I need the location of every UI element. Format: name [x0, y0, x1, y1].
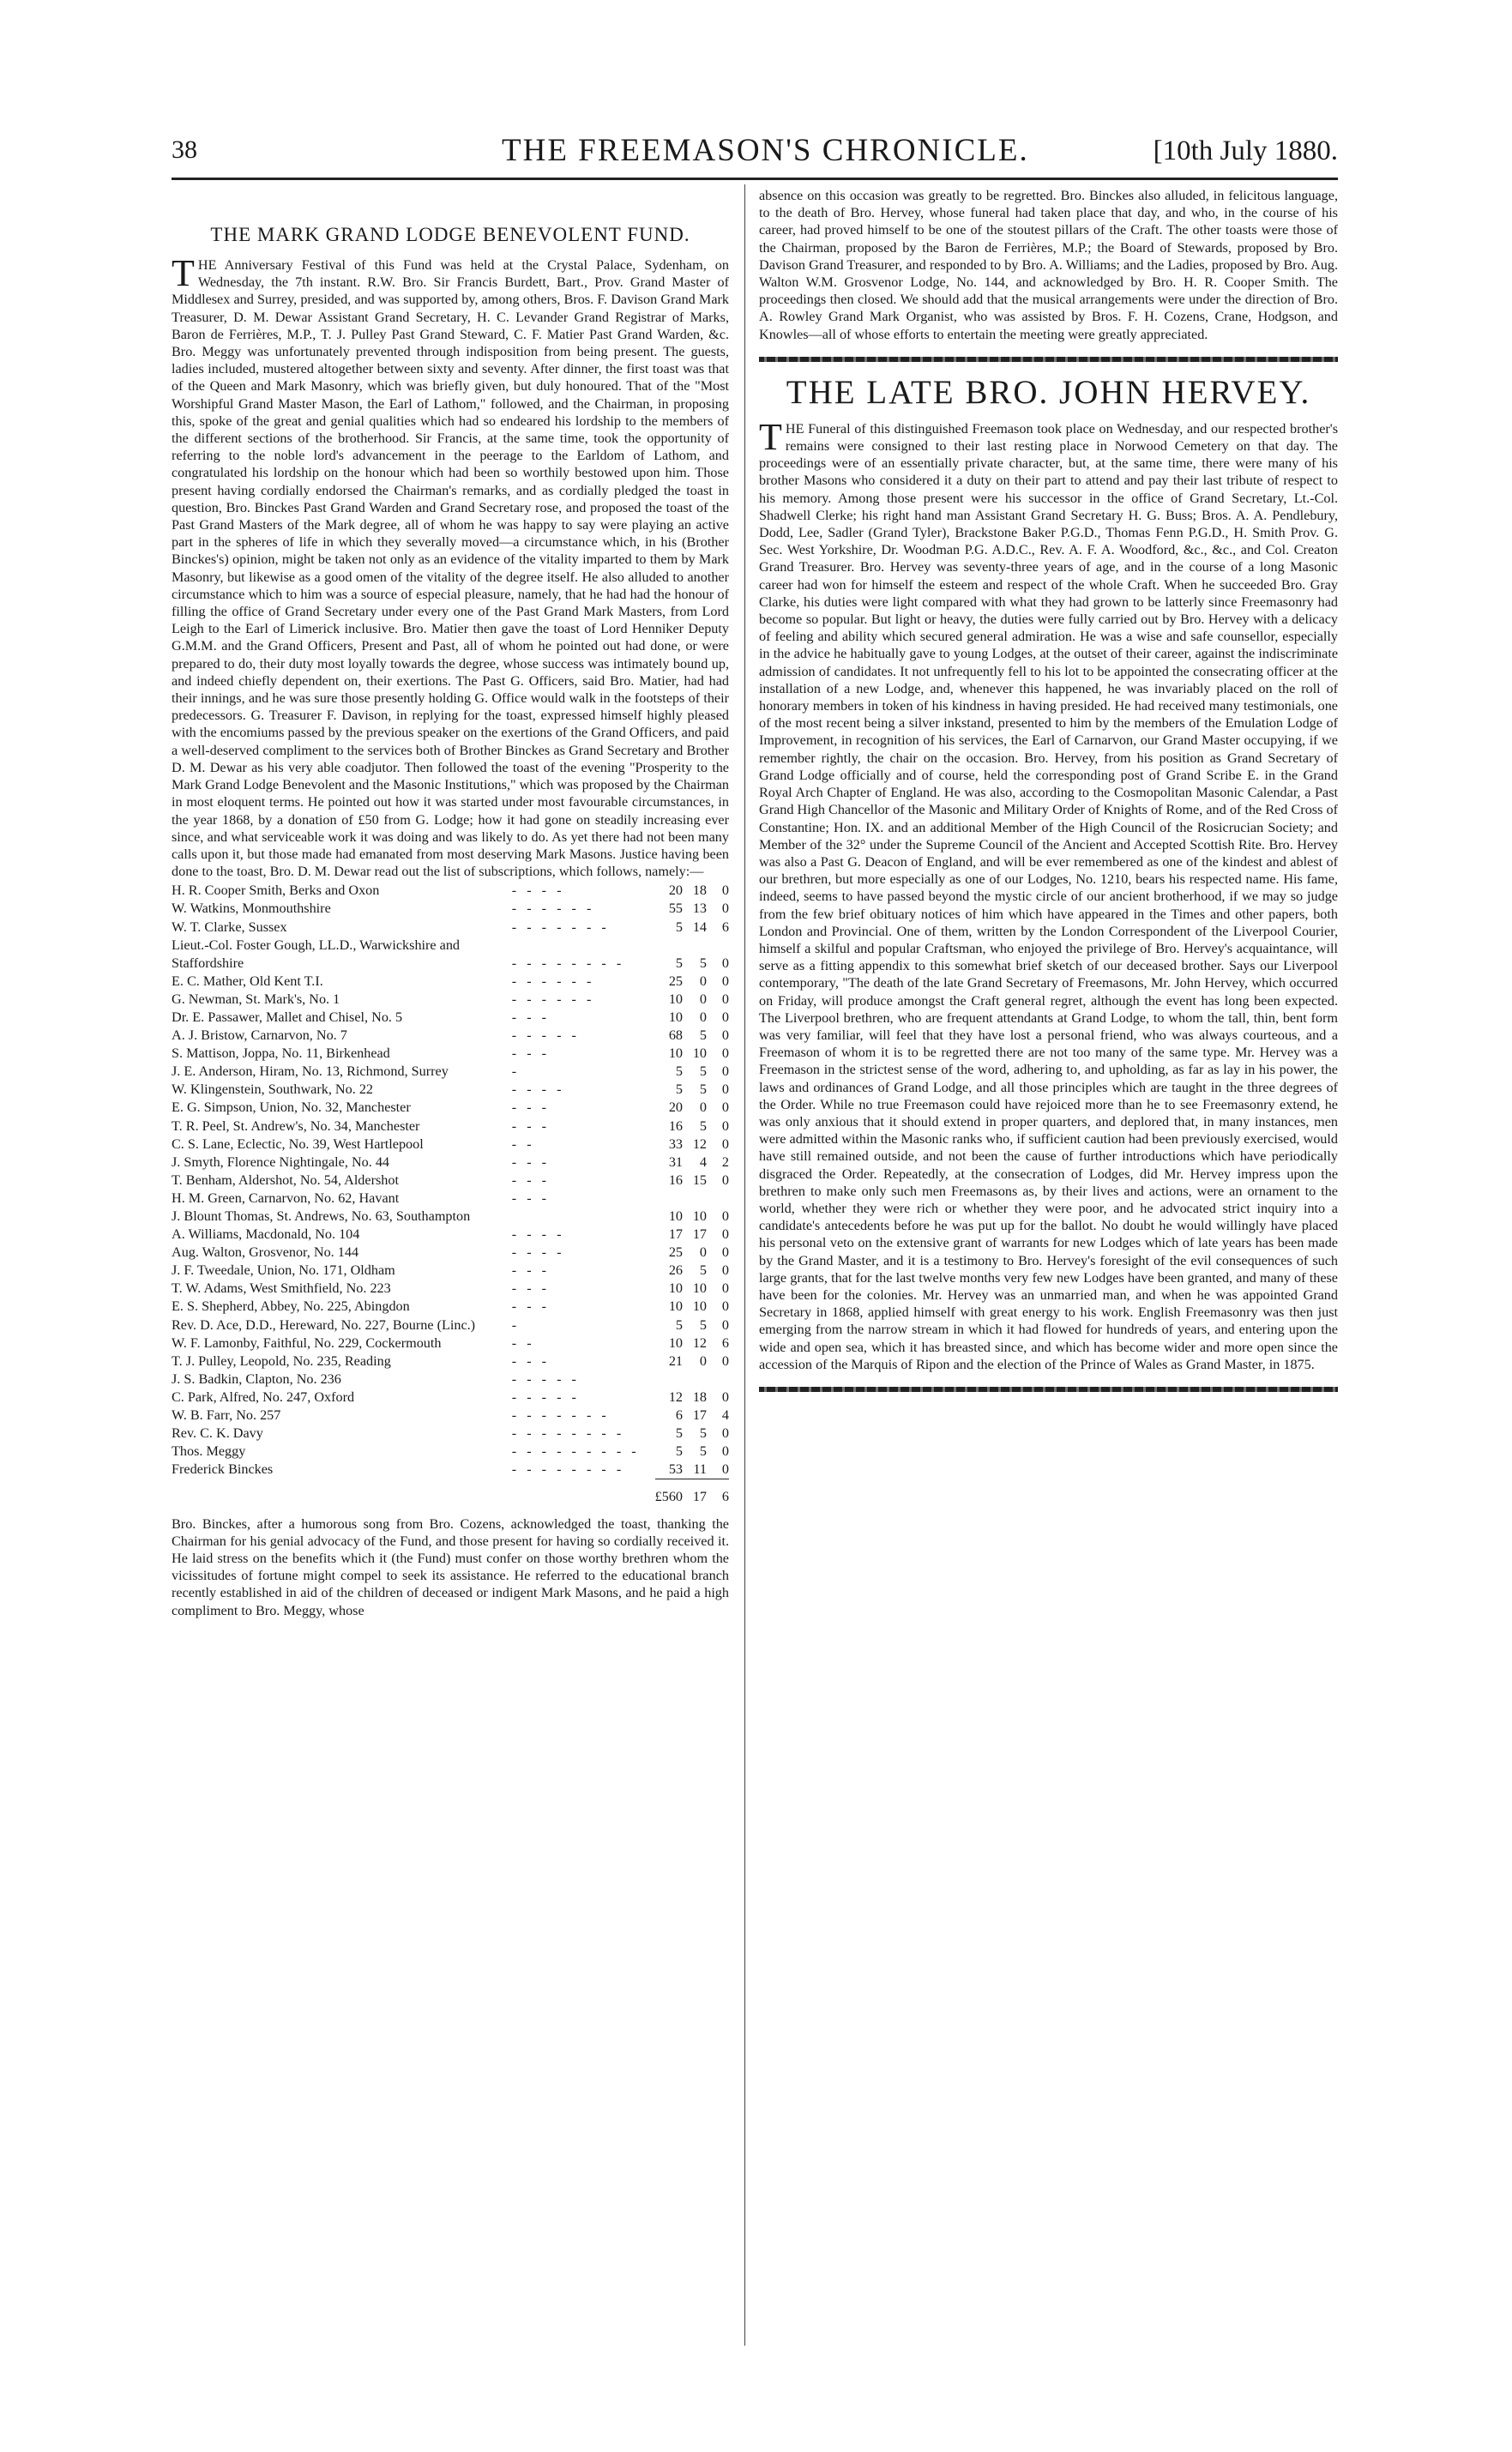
article-body-continued: Bro. Binckes, after a humorous song from Bro. Cozens, acknowledged the toast, thanking the Chairman for his genial advocacy of the Fund, and those present for having so cordially received it. He laid stress on the benefits which it (the Fund) must confer on those worthy brethren whom the vicissitudes of fortune might compel to seek its assistance. He referred to the educational branch recently established in aid of the children of deceased or indigent Mark Masons, and he paid a high compliment to Bro. Meggy, whose [172, 1515, 729, 1618]
amount-shillings [683, 937, 707, 955]
subscription-row [172, 1118, 729, 1136]
subscriber-name: Staffordshire [172, 955, 244, 971]
amount-pounds: 5 [675, 1443, 683, 1460]
amount-shillings: 5 [699, 955, 707, 971]
body-text: HE Anniversary Festival of this Fund was held at the Crystal Palace, Sydenham, on Wednesday, the 7th instant. R.W. Bro. Sir Francis Burdett, Bart., Prov. Grand Master of Middlesex and Surrey, presided, and was supported by, among others, Bros. F. Davison Grand Mark Treasurer, D. M. Dewar Assistant Grand Secretary, H. C. Levander Grand Registrar of Marks, Baron de Ferrières, M.P., T. J. Pulley Past Grand Steward, C. F. Matier Past Grand Warden, &c. Bro. Meggy was unfortunately prevented through indisposition from being present. The guests, ladies included, mustered altogether between sixty and seventy. After dinner, the first toast was that of the Queen and Mark Masonry, which was briefly given, but duly honoured. That of the "Most Worshipful Grand Master Mason, the Earl of Lathom," followed, and the Chairman, in proposing this, spoke of the great and genial qualities which had so endeared his lordship to the members of the different sections of the brotherhood. Sir Francis, at the same time, took the opportunity of referring to the noble lord's advancement in the peerage to the Earldom of Lathom, and congratulated his lordship on the honour which had been so worthily bestowed upon him. Those present having cordially endorsed the Chairman's remarks, and as cordially pledged the toast in question, Bro. Binckes Past Grand Warden and Grand Secretary rose, and proposed the toast of the Past Grand Masters of the Mark degree, all of whom he was happy to say were playing an active part in the spheres of life in which they severally moved—a circumstance which, in his (Brother Binckes's) opinion, might be taken not only as an evidence of the vitality imparted to them by Mark Masonry, but likewise as a good omen of the vitality of the degree itself. He also alluded to another circumstance which to him was a source of especial pleasure, namely, that he had had the honour of filling the office of Grand Secretary under every one of the Past Grand Mark Masters, from Lord Leigh to the Earl of Limerick inclusive. Bro. Matier then gave the toast of Lord Henniker Deputy G.M.M. and the Grand Officers, Present and Past, all of whom he pointed out had done, or were prepared to do, their duty most loyally towards the degree, whose success was intimately bound up, and indeed chiefly dependent on, their exertions. The Past G. Officers, said Bro. Matier, had had their innings, and he was sure those presently holding G. Office would walk in the footsteps of their predecessors. G. Treasurer F. Davison, in replying for the toast, expressed himself highly pleased with the encomiums passed by the previous speaker on the exertions of the Grand Officers, and paid a well-deserved compliment to the services both of Brother Binckes as Grand Secretary and Brother D. M. Dewar as his very able coadjutor. Then followed the toast of the evening "Prosperity to the Mark Grand Lodge Benevolent and the Masonic Institutions," which was proposed by the Chairman in most eloquent terms. He pointed out how it was started under most favourable circumstances, in the year 1868, by a donation of £50 from G. Lodge; how it had gone on steadily increasing ever since, and what serviceable work it was doing and was likely to do. As yet there had not been many calls upon it, but those made had emanated from most deserving Mark Masons. Justice having been done to the toast, Bro. D. M. Dewar read out the list of subscriptions, which follows, namely:— [172, 257, 729, 880]
amount-pence [707, 1190, 729, 1208]
amount-pence: 0 [721, 1099, 729, 1116]
amount-pounds: 12 [668, 1389, 683, 1405]
amount-pounds: 10 [668, 1334, 683, 1351]
amount-shillings: 4 [699, 1154, 707, 1170]
amount-pence: 0 [721, 1208, 729, 1224]
amount-shillings: 0 [699, 991, 707, 1007]
header-rule [172, 178, 1338, 180]
amount-shillings: 5 [699, 1118, 707, 1134]
leader-dots: - - - - - - [511, 973, 595, 989]
amount-shillings: 0 [699, 1353, 707, 1369]
leader-dots: - - - - - - - [511, 1407, 610, 1424]
amount-pence: 0 [721, 955, 729, 971]
subscriber-name: E. C. Mather, Old Kent T.I. [172, 973, 323, 989]
amount-pounds: 26 [668, 1262, 683, 1279]
amount-pounds [655, 1190, 683, 1208]
drop-cap: T [759, 415, 782, 458]
subscriber-name: C. Park, Alfred, No. 247, Oxford [172, 1389, 355, 1405]
subscription-row [172, 1353, 729, 1371]
amount-pounds [655, 1371, 683, 1389]
subscription-row [172, 1371, 729, 1389]
amount-shillings: 0 [699, 1244, 707, 1261]
amount-pounds: 20 [668, 883, 683, 899]
subscription-row [172, 1262, 729, 1280]
amount-pounds: 20 [668, 1099, 683, 1116]
subscriber-name: W. F. Lamonby, Faithful, No. 229, Cockermouth [172, 1334, 442, 1351]
leader-dots: - - - [511, 1262, 551, 1279]
subscriber-name: G. Newman, St. Mark's, No. 1 [172, 991, 340, 1007]
leader-dots: - - [511, 1334, 535, 1351]
amount-pounds: 5 [675, 1063, 683, 1080]
subscriber-name: J. E. Anderson, Hiram, No. 13, Richmond, Surrey [172, 1063, 449, 1080]
amount-shillings [683, 1371, 707, 1389]
amount-pounds: 5 [675, 1316, 683, 1333]
subscriber-name: H. R. Cooper Smith, Berks and Oxon [172, 883, 380, 899]
amount-pounds: 16 [668, 1118, 683, 1134]
subscriptions-total-row [172, 1479, 729, 1507]
amount-pence: 0 [721, 1063, 729, 1080]
subscriber-name: A. Williams, Macdonald, No. 104 [172, 1226, 360, 1243]
article-title-hervey: THE LATE BRO. JOHN HERVEY. [786, 373, 1311, 411]
amount-pounds: 33 [668, 1136, 683, 1152]
amount-pence: 6 [721, 1334, 729, 1351]
amount-pounds: 5 [675, 1081, 683, 1098]
amount-pence: 2 [721, 1154, 729, 1170]
subscription-row [172, 1407, 729, 1425]
amount-shillings: 12 [692, 1334, 707, 1351]
amount-shillings: 5 [699, 1081, 707, 1098]
amount-pounds: 16 [668, 1172, 683, 1188]
amount-pence: 0 [721, 973, 729, 989]
amount-shillings: 0 [699, 1099, 707, 1116]
subscriber-name: Rev. D. Ace, D.D., Hereward, No. 227, Bourne (Linc.) [172, 1316, 476, 1333]
amount-shillings: 5 [699, 1443, 707, 1460]
leader-dots: - - - [511, 1172, 551, 1188]
amount-pence: 0 [721, 1118, 729, 1134]
amount-shillings: 10 [692, 1298, 707, 1315]
amount-pence: 0 [721, 1425, 729, 1442]
amount-pence: 0 [721, 1045, 729, 1062]
end-divider [759, 1387, 1338, 1392]
amount-pounds: 21 [668, 1353, 683, 1369]
leader-dots: - [511, 1316, 521, 1333]
amount-pence: 0 [721, 1226, 729, 1243]
subscription-row [172, 1081, 729, 1099]
subscription-row [172, 1154, 729, 1172]
amount-pounds: 53 [668, 1461, 683, 1478]
subscriber-name: J. S. Badkin, Clapton, No. 236 [172, 1371, 341, 1387]
leader-dots: - - - [511, 1099, 551, 1116]
leader-dots: - - - - [511, 1081, 565, 1098]
amount-pence: 0 [721, 1262, 729, 1279]
amount-shillings: 5 [699, 1027, 707, 1044]
amount-pounds: 25 [668, 973, 683, 989]
amount-pounds: 68 [668, 1027, 683, 1044]
leader-dots: - - - [511, 1190, 551, 1206]
amount-pence: 0 [721, 1172, 729, 1188]
subscription-row [172, 1136, 729, 1154]
total-pounds: £560 [655, 1479, 683, 1507]
leader-dots: - - - - - - - [511, 919, 610, 935]
article-body-mark-fund [172, 252, 729, 880]
leader-dots: - - - - - - [511, 991, 595, 1007]
total-shillings: 17 [683, 1479, 707, 1507]
issue-date: [10th July 1880. [1153, 136, 1338, 166]
subscriber-name: J. Smyth, Florence Nightingale, No. 44 [172, 1154, 390, 1170]
article-body-hervey [759, 415, 1338, 1373]
amount-pence: 0 [721, 1316, 729, 1333]
amount-pence: 0 [721, 1280, 729, 1297]
article-continuation: absence on this occasion was greatly to be regretted. Bro. Binckes also alluded, in felicitous language, to the death of Bro. Hervey, whose funeral had taken place that day, and who, in the course of his career, had proved himself to be one of the stoutest pillars of the Craft. The other toasts were those of the Chairman, proposed by the Baron de Ferrières, M.P.; the Board of Stewards, proposed by Bro. Davison Grand Treasurer, and responded to by Bro. A. Williams; and the Ladies, proposed by Bro. Aug. Walton W.M. Grosvenor Lodge, No. 144, and acknowledged by Bro. H. R. Cooper Smith. The proceedings then closed. We should add that the musical arrangements were under the direction of Bro. A. Rowley Grand Mark Organist, who was assisted by Bros. F. H. Cozens, Crane, Hodgson, and Knowles—all of whose efforts to entertain the meeting were greatly appreciated. [759, 188, 1338, 342]
amount-pounds [655, 937, 683, 955]
subscription-row [172, 1226, 729, 1244]
subscriber-name: T. Benham, Aldershot, No. 54, Aldershot [172, 1172, 399, 1188]
amount-pounds: 10 [668, 1280, 683, 1297]
subscription-row [172, 1298, 729, 1316]
subscription-row [172, 1334, 729, 1353]
subscription-row [172, 1425, 729, 1443]
subscriber-name: H. M. Green, Carnarvon, No. 62, Havant [172, 1190, 400, 1206]
subscription-row [172, 1208, 729, 1226]
amount-pence: 0 [721, 1009, 729, 1025]
amount-shillings: 5 [699, 1063, 707, 1080]
left-column [172, 187, 729, 1619]
leader-dots: - - - - - - - - [511, 955, 625, 971]
amount-shillings: 17 [692, 1407, 707, 1424]
amount-shillings: 10 [692, 1208, 707, 1224]
amount-shillings: 11 [693, 1461, 707, 1478]
leader-dots: - - - [511, 1353, 551, 1369]
subscription-row [172, 1172, 729, 1190]
amount-shillings: 18 [692, 883, 707, 899]
amount-pounds: 6 [675, 1407, 683, 1424]
leader-dots: - - - - - [511, 1027, 580, 1044]
subscription-row [172, 882, 729, 900]
amount-pounds: 5 [675, 1425, 683, 1442]
subscriber-name: T. J. Pulley, Leopold, No. 235, Reading [172, 1353, 391, 1369]
leader-dots [512, 1208, 655, 1226]
subscription-row [172, 919, 729, 937]
subscription-row [172, 1461, 729, 1479]
amount-pence: 0 [721, 991, 729, 1007]
subscription-row [172, 1244, 729, 1262]
amount-pence: 0 [721, 1461, 729, 1478]
subscription-row [172, 1027, 729, 1045]
leader-dots: - - - [511, 1280, 551, 1297]
subscription-row [172, 1389, 729, 1407]
subscription-row [172, 1443, 729, 1461]
amount-pence: 0 [721, 1081, 729, 1098]
subscriber-name: Frederick Binckes [172, 1461, 274, 1478]
amount-pounds: 17 [668, 1226, 683, 1243]
amount-shillings: 5 [699, 1262, 707, 1279]
amount-shillings: 0 [699, 1009, 707, 1025]
subscriber-name: J. F. Tweedale, Union, No. 171, Oldham [172, 1262, 395, 1279]
amount-pence: 0 [721, 1353, 729, 1369]
drop-cap: T [172, 252, 195, 294]
publication-title: THE FREEMASON'S CHRONICLE. [502, 133, 1029, 168]
subscription-row [172, 900, 729, 918]
amount-pounds: 10 [668, 1009, 683, 1025]
subscriber-name: C. S. Lane, Eclectic, No. 39, West Hartlepool [172, 1136, 424, 1152]
subscriber-name: Rev. C. K. Davy [172, 1425, 263, 1442]
leader-dots: - - - - - [511, 1371, 580, 1387]
amount-shillings: 15 [692, 1172, 707, 1188]
body-text: HE Funeral of this distinguished Freemason took place on Wednesday, and our respected brother's remains were consigned to their last resting place in Norwood Cemetery on that day. The proceedings were of an essentially private character, but, at the same time, there were many of his brother Masons who considered it a duty on their part to attend and pay their last tribute of respect to his memory. Among those present were his successor in the office of Grand Secretary, Lt.-Col. Shadwell Clerke; his right hand man Assistant Grand Secretary H. G. Buss; Bros. A. A. Pendlebury, Dodd, Lee, Sadler (Grand Tyler), Brackstone Baker P.G.D., Thomas Fenn P.G.D., H. Smith Prov. G. Sec. West Yorkshire, Dr. Woodman P.G. A.D.C., Rev. A. F. A. Woodford, &c., &c., and Col. Creaton Grand Treasurer. Bro. Hervey was seventy-three years of age, and in the course of a long Masonic career had won for himself the esteem and respect of the whole Craft. When he succeeded Bro. Gray Clarke, his duties were light compared with what they had grown to be latterly since Freemasonry had become so popular. But light or heavy, the duties were fully carried out by Bro. Hervey with a delicacy of feeling and ability which secured general admiration. He was a wise and safe counsellor, especially in the advice he habitually gave to young Lodges, at the outset of their career, against the indiscriminate admission of candidates. It not unfrequently fell to his lot to be appointed the consecrating officer at the installation of a new Lodge, and, whenever this happened, he was invariably placed on the roll of honorary members in token of his kindness in having presided. He had received many testimonials, one of the most recent being a silver inkstand, presented to him by the members of the Emulation Lodge of Improvement, in recognition of his services, the Earl of Carnarvon, our Grand Master occupying, if we remember rightly, the chair on the occasion. Bro. Hervey, from his position as Grand Secretary of Grand Lodge officially and of course, held the corresponding post of Grand Scribe E. in the Grand Royal Arch Chapter of England. He was also, according to the Cosmopolitan Masonic Calendar, a Past Grand High Chancellor of the Masonic and Military Order of Knights of Rome, and of the Red Cross of Constantine; Hon. IX. and an additional Member of the High Council of the Rosicrucian Society; and Member of the 32° under the Supreme Council of the Ancient and Accepted Scottish Rite. Bro. Hervey was also a Past G. Deacon of England, and will be ever remembered as one of the kindest and ablest of our brethren, but more especially as one of our Lodges, No. 1210, bears his respected name. His fame, indeed, seems to have passed beyond the mystic circle of our ancient brotherhood, if we may so judge from the few brief obituary notices of him which have appeared in the Times and other papers, both London and Provincial. One of them, written by the London Correspondent of the Liverpool Courier, himself a skilful and popular Craftsman, who enjoyed the privilege of Bro. Hervey's acquaintance, will serve as a fitting appendix to this somewhat brief sketch of our deceased brother. Says our Liverpool contemporary, "The death of the late Grand Secretary of Freemasons, Mr. John Hervey, which occurred on Friday, will produce amongst the Craft general regret, although the event has long been expected. The Liverpool brethren, who are frequent attendants at Grand Lodge, to whom the tall, thin, bent form was very familiar, will feel that they have lost a personal friend, who was always courteous, and a Freemason of whom it is to be regretted there are not too many of the same type. Mr. Hervey was a Freemason in the strictest sense of the word, adhering to, and upholding, as far as lay in his power, the laws and ordinances of Grand Lodge, and all those principles which are taught in the three degrees of the Order. While no true Freemason could have rejoiced more than he to see Freemasonry extend, he was only anxious that it should extend in proper quarters, and deplored that, in many instances, men were admitted within the Masonic ranks who, if sufficient caution had been previously exercised, would have still remained outside, and not been the cause of further introductions which have periodically disgraced the Order. Repeatedly, at the consecration of Lodges, did Mr. Hervey impress upon the brethren to make only such men Freemasons as, by their lives and actions, were an ornament to the world, whether they were rich or whether they were poor, and he advocated strict inquiry into a candidate's antecedents before he was put up for the ballot. No doubt he would willingly have placed his personal veto on the extensive grant of warrants for new Lodges which of late years has been made by the Grand Master, and it is a testimony to Bro. Hervey's foresight of the evil consequences of such large grants, that for the last twelve months very few new Lodges have been granted, and many of these have been for the colonies. Mr. Hervey was an unmarried man, and when he was appointed Grand Secretary in 1868, applied himself with great energy to his work. English Freemasonry was then just emerging from the narrow stream in which it had flowed for hundreds of years, and entering upon the wide and open sea, which it has breasted since, and which has become wider and more open since the accession of the Marquis of Ripon and the election of the Prince of Wales as Grand Master, in 1875. [759, 420, 1338, 1372]
section-divider [759, 357, 1338, 362]
subscriber-name: Aug. Walton, Grosvenor, No. 144 [172, 1244, 359, 1261]
subscriber-name: S. Mattison, Joppa, No. 11, Birkenhead [172, 1045, 390, 1062]
page-header [172, 129, 1338, 172]
amount-pence: 0 [721, 1027, 729, 1044]
leader-dots: - - - [511, 1154, 551, 1170]
subscription-row [172, 955, 729, 973]
amount-pence: 0 [721, 1244, 729, 1261]
total-pence: 6 [707, 1479, 729, 1507]
subscription-row [172, 1099, 729, 1117]
amount-shillings [683, 1190, 707, 1208]
leader-dots: - - - - - - - - - [511, 1443, 640, 1460]
leader-dots: - - - [511, 1118, 551, 1134]
amount-shillings: 10 [692, 1045, 707, 1062]
right-column [759, 187, 1338, 1401]
subscriber-name: A. J. Bristow, Carnarvon, No. 7 [172, 1027, 347, 1044]
amount-pence: 0 [721, 1298, 729, 1315]
amount-pence [707, 937, 729, 955]
subscriber-name: W. T. Clarke, Sussex [172, 919, 287, 935]
subscriber-name: Thos. Meggy [172, 1443, 246, 1460]
leader-dots: - - [511, 1136, 535, 1152]
subscriber-name: J. Blount Thomas, St. Andrews, No. 63, Southampton [172, 1208, 471, 1224]
amount-pounds: 10 [668, 991, 683, 1007]
total-spacer [172, 1479, 655, 1507]
subscription-row [172, 1280, 729, 1298]
leader-dots: - - - [511, 1045, 551, 1062]
amount-shillings: 12 [692, 1136, 707, 1152]
leader-dots: - - - - - - - - [511, 1425, 625, 1442]
subscription-row [172, 1190, 729, 1208]
subscriber-name: E. G. Simpson, Union, No. 32, Manchester [172, 1099, 411, 1116]
amount-pence: 6 [721, 919, 729, 935]
amount-shillings: 0 [699, 973, 707, 989]
amount-pence: 0 [721, 1443, 729, 1460]
leader-dots: - - - - [511, 1244, 565, 1261]
amount-shillings: 10 [692, 1280, 707, 1297]
amount-pounds: 31 [668, 1154, 683, 1170]
article-title-mark-fund: THE MARK GRAND LODGE BENEVOLENT FUND. [210, 224, 690, 245]
amount-pounds: 10 [668, 1298, 683, 1315]
leader-dots: - - - - - - [511, 901, 595, 917]
amount-shillings: 5 [699, 1425, 707, 1442]
leader-dots: - - - [511, 1298, 551, 1315]
amount-pounds: 10 [668, 1208, 683, 1224]
amount-pence: 0 [721, 883, 729, 899]
subscriber-name: W. B. Farr, No. 257 [172, 1407, 281, 1424]
subscription-row [172, 991, 729, 1009]
subscription-row [172, 1316, 729, 1334]
amount-pence: 0 [721, 1389, 729, 1405]
amount-pounds: 10 [668, 1045, 683, 1062]
subscriber-name: W. Klingenstein, Southwark, No. 22 [172, 1081, 374, 1098]
amount-shillings: 14 [692, 919, 707, 935]
subscriber-name: E. S. Shepherd, Abbey, No. 225, Abingdon [172, 1298, 410, 1315]
subscription-row [172, 1045, 729, 1063]
leader-dots: - - - - [511, 883, 565, 899]
amount-pence: 0 [721, 1136, 729, 1152]
amount-pounds: 25 [668, 1244, 683, 1261]
subscriber-name: Lieut.-Col. Foster Gough, LL.D., Warwickshire and [172, 937, 461, 953]
amount-pounds: 5 [675, 955, 683, 971]
amount-pounds: 55 [668, 901, 683, 917]
subscriptions-table [172, 882, 729, 1506]
column-divider [744, 184, 745, 2346]
leader-dots: - - - - [511, 1226, 565, 1243]
leader-dots [512, 937, 655, 955]
subscriber-name: T. R. Peel, St. Andrew's, No. 34, Manchester [172, 1118, 420, 1134]
subscription-row [172, 1009, 729, 1027]
amount-shillings: 13 [692, 901, 707, 917]
subscription-row [172, 937, 729, 955]
subscriber-name: W. Watkins, Monmouthshire [172, 901, 331, 917]
amount-shillings: 5 [699, 1316, 707, 1333]
leader-dots: - [511, 1063, 521, 1080]
amount-pence [707, 1371, 729, 1389]
leader-dots: - - - - - - - - [511, 1461, 625, 1478]
amount-shillings: 18 [692, 1389, 707, 1405]
leader-dots: - - - [511, 1009, 551, 1025]
leader-dots: - - - - - [511, 1389, 580, 1405]
amount-shillings: 17 [692, 1226, 707, 1243]
amount-pence: 0 [721, 901, 729, 917]
amount-pounds: 5 [675, 919, 683, 935]
page-number: 38 [172, 136, 197, 164]
subscription-row [172, 973, 729, 991]
subscription-row [172, 1063, 729, 1081]
amount-pence: 4 [721, 1407, 729, 1424]
subscriber-name: Dr. E. Passawer, Mallet and Chisel, No. 5 [172, 1009, 403, 1025]
subscriber-name: T. W. Adams, West Smithfield, No. 223 [172, 1280, 391, 1297]
